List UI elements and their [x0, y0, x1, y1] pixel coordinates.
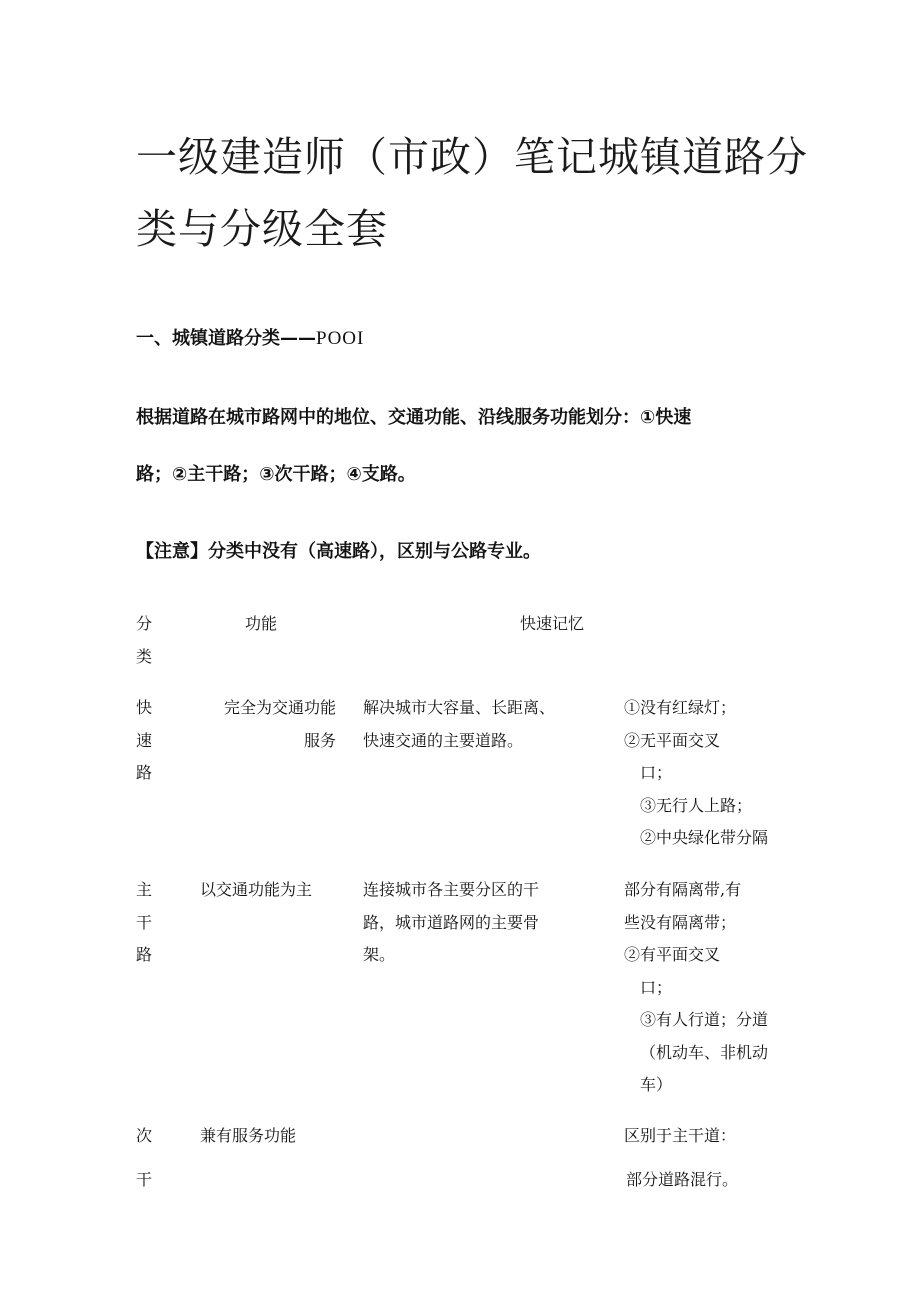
- row2-function-line: 以交通功能为主: [200, 880, 313, 899]
- row2-note-line: ③有人行道；分道: [640, 1010, 769, 1029]
- row1-category-char: 路: [136, 763, 153, 782]
- row2-category-char: 路: [136, 945, 153, 964]
- header-category-char-1: 分: [136, 614, 153, 633]
- row1-notes: [624, 692, 768, 855]
- row2-note-line: （机动车、非机动: [640, 1042, 769, 1062]
- row1-note-line: 口；: [640, 763, 673, 782]
- page-title-line-2: 类与分级全套: [136, 205, 388, 253]
- row2-desc-line: 连接城市各主要分区的干: [363, 880, 540, 899]
- row2-note-line: 部分有隔离带,有: [624, 880, 742, 899]
- row1-function-line: 服务: [303, 730, 336, 750]
- row2-desc: [363, 874, 539, 972]
- intro-line-1: 根据道路在城市路网中的地位、交通功能、沿线服务功能划分：①快速: [136, 407, 692, 428]
- row2-category-char: 干: [136, 912, 153, 932]
- row1-function: [200, 692, 336, 757]
- note-text: 【注意】分类中没有（高速路），区别与公路专业。: [136, 541, 541, 562]
- row1-note-line: ②中央绿化带分隔: [640, 828, 769, 847]
- page-title-line-1: 一级建造师（市政）笔记城镇道路分: [136, 133, 808, 181]
- header-function: 功能: [245, 614, 278, 633]
- row1-desc: [363, 692, 555, 757]
- row3-note-line-2: 部分道路混行。: [626, 1170, 739, 1189]
- row3-category-char-2: 干: [136, 1170, 153, 1189]
- row1-category: [136, 692, 152, 790]
- row1-category-char: 速: [136, 730, 153, 750]
- row2-category: [136, 874, 152, 972]
- row1-note-line: ②无平面交叉: [624, 730, 721, 750]
- header-category-char-2: 类: [136, 646, 153, 666]
- section-heading: [136, 324, 364, 350]
- row2-category-char: 主: [136, 880, 153, 899]
- header-category: [136, 608, 152, 673]
- row1-function-line: 完全为交通功能: [223, 698, 336, 717]
- row3-note-line-1: 区别于主干道：: [624, 1126, 737, 1145]
- row3-function: 兼有服务功能: [200, 1126, 297, 1145]
- header-memory: 快速记忆: [520, 614, 585, 633]
- intro-line-2: 路；②主干路；③次干路；④支路。: [136, 464, 416, 485]
- row1-desc-line: 快速交通的主要道路。: [363, 730, 524, 750]
- row1-desc-line: 解决城市大容量、长距离、: [363, 698, 556, 717]
- row2-notes: [624, 874, 768, 1102]
- row2-desc-line: 路，城市道路网的主要骨: [363, 912, 540, 932]
- row1-note-line: ①没有红绿灯；: [624, 698, 737, 717]
- row2-note-line: 车）: [640, 1075, 673, 1094]
- row3-category-char-1: 次: [136, 1126, 153, 1145]
- section-heading-text: 一、城镇道路分类——: [136, 328, 316, 349]
- row1-note-line: ③无行人上路；: [640, 795, 753, 815]
- row1-category-char: 快: [136, 698, 153, 717]
- row2-function: [200, 874, 312, 907]
- row2-note-line: 些没有隔离带；: [624, 912, 737, 932]
- row2-note-line: 口；: [640, 977, 673, 997]
- row2-desc-line: 架。: [363, 945, 396, 964]
- row2-note-line: ②有平面交叉: [624, 945, 721, 964]
- section-heading-code: POOI: [316, 328, 365, 349]
